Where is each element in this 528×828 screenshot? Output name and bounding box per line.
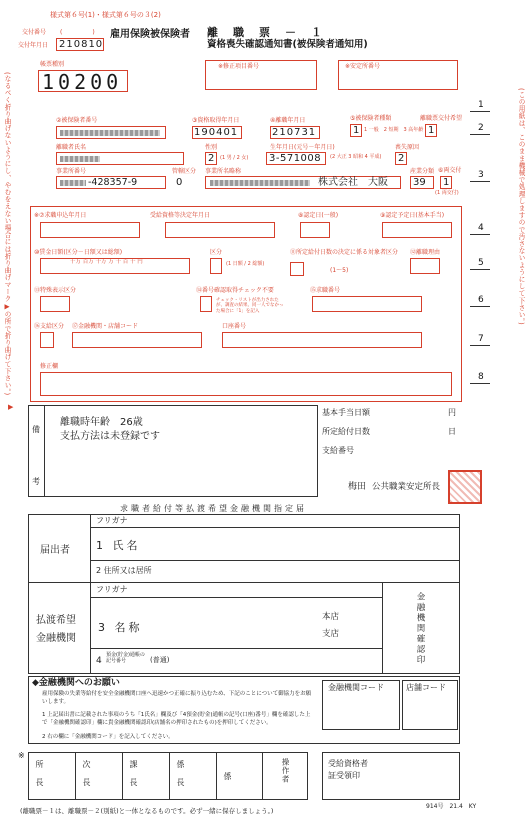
bank-name-label: 3 名称	[98, 621, 143, 634]
stamp-section-chief: 課長	[129, 760, 138, 796]
insured-type-options: 1 一般 2 短期 3 高年齢	[364, 127, 424, 133]
wage-units: 千万 百万 十万 万 千 百 十 円	[70, 259, 143, 265]
wage-kind-options: (1 日額 / 2 総額)	[226, 261, 265, 267]
sex-label: 性別	[205, 144, 218, 151]
leave-date-value: 210731	[272, 127, 317, 138]
cert-plan-label: ⑨認定予定日(基本手当)	[380, 212, 445, 219]
daily-amount-unit: 円	[448, 408, 456, 417]
bank-form-frame	[28, 514, 460, 674]
head-office: 本店	[322, 612, 340, 622]
stamp-deputy: 次長	[82, 760, 91, 796]
number-check-label: ⑭番号確認取得チェック不要	[196, 287, 274, 294]
right-side-note: (この用紙は、このまま機械で処理しますので汚さないようにして下さい。)	[517, 88, 525, 326]
account-row-no: 4	[96, 656, 102, 666]
wage-box	[40, 258, 190, 274]
request-body-3: 2 右の欄に「金融機関コード」を記入してください。	[42, 734, 174, 740]
job-no-box	[312, 296, 422, 312]
acquire-date-label: ③資格取得年月日	[192, 117, 240, 124]
loss-reason-value: 2	[398, 153, 405, 164]
issue-date-value: 210810	[59, 39, 104, 50]
remarks-label-top: 備	[32, 425, 40, 434]
benefit-days-unit: 日	[448, 427, 456, 436]
job-apply-date-label: ※⑦求職申込年月日	[34, 212, 87, 219]
cert-day-label: ⑧認定日(一般)	[298, 212, 339, 219]
birth-value: 3-571008	[269, 153, 322, 164]
cert-plan-box	[382, 222, 452, 238]
wage-kind-label: 区分	[210, 249, 223, 256]
double-label: ⑥両交付	[438, 167, 462, 174]
furigana-2: フリガナ	[96, 585, 128, 594]
sex-options: (1 男 / 2 女)	[220, 155, 249, 161]
qualification-date-box	[165, 222, 275, 238]
benefit-days-box	[290, 262, 304, 276]
account-no-label: 口座番号	[222, 323, 247, 330]
applicant-label: 届出者	[40, 545, 70, 556]
insured-no-label: ②被保険者番号	[56, 117, 98, 124]
number-check-box	[200, 296, 212, 312]
loss-reason-label: 喪失原因	[395, 144, 420, 151]
form-subtitle: 資格喪失確認通知書(被保険者通知用)	[207, 39, 368, 50]
issue-no-value: ( )	[60, 29, 95, 36]
correction-field-box	[40, 372, 452, 396]
stability-label: ※安定所番号	[345, 63, 381, 70]
qualification-date-label: 受給資格等決定年月日	[150, 212, 211, 219]
correction-label: ※修正項目番号	[218, 63, 260, 70]
form-code: 914号 21.4 KY	[426, 803, 477, 810]
pay-kind-box	[40, 332, 54, 348]
issue-no-label: 交付番号	[22, 29, 47, 36]
furigana-1: フリガナ	[96, 516, 128, 525]
pay-label-1: 払渡希望	[36, 615, 76, 626]
chief-name: 梅田	[348, 482, 367, 492]
office-no-visible: -428357-9	[88, 177, 138, 188]
name-redacted	[60, 156, 100, 162]
leave-reason-box	[410, 258, 440, 274]
fold-mark-5: 5	[478, 258, 484, 268]
remarks-age: 離職時年齢 26歳	[60, 417, 143, 428]
bank-form-title: 求職者給付等払渡希望金融機関指定届	[120, 504, 307, 513]
wage-label: ⑩賃金日額(区分－日額又は総額)	[34, 249, 123, 256]
job-no-label: ⑮求職番号	[310, 287, 341, 294]
form-type-value: 10200	[42, 70, 123, 94]
pay-number-label: 支給番号	[322, 446, 354, 455]
sex-value: 2	[208, 153, 215, 164]
remarks-payment: 支払方法は未登録です	[60, 431, 160, 442]
reissue-label: 離職票交付希望	[420, 115, 463, 122]
branch-code-label: 店舗コード	[406, 683, 446, 692]
request-body-2: 1 上記届出書に記載された事項のうち「1氏名」欄及び「4預金(貯金)通帳の記号(口座)番号」欄を確認した上で「金融機関確認印」欄に貴金融機関確認印(店舗名の押印されたもの)を押印してください。	[42, 712, 311, 726]
account-no-box	[222, 332, 422, 348]
request-title: ◆金融機関へのお願い	[32, 678, 120, 688]
benefit-days-range: (1～5)	[330, 267, 349, 274]
job-apply-date-box	[40, 222, 140, 238]
stamp-unit-chief: 係長	[176, 760, 185, 796]
issue-date-label: 交付年月日	[18, 42, 49, 49]
form-title: 離 職 票 － １	[207, 26, 324, 39]
pay-label-2: 金融機関	[36, 633, 76, 644]
fold-mark-6: 6	[478, 295, 484, 305]
fold-mark-7: 7	[478, 334, 484, 344]
fold-mark-3: 3	[478, 170, 484, 180]
birth-label: 生年月日(元号－年月日)	[270, 144, 335, 151]
leave-reason-label: ⑫離職理由	[410, 249, 441, 256]
bank-code-label: 金融機関コード	[328, 683, 384, 692]
mgmt-value: 0	[176, 177, 183, 188]
name-row-label: 1 氏名	[96, 539, 141, 552]
title-insured: 雇用保険被保険者	[110, 29, 190, 40]
branch-office: 支店	[322, 629, 340, 639]
chief-title: 公共職業安定所長	[372, 482, 441, 492]
number-check-note: チェック・リストが出力されたが、調査の結果、同一人でなかった場合に「1」を記入	[216, 298, 284, 314]
industry-label: 産業分類	[410, 168, 435, 175]
daily-amount-label: 基本手当日額	[322, 408, 370, 417]
office-seal	[448, 470, 482, 504]
address-row-label: 2 住所又は居所	[96, 566, 152, 575]
benefit-days-label: ⑪所定給付日数の決定に係る対象者区分	[290, 249, 399, 256]
stamp-operator: 操作者	[281, 758, 290, 784]
double-option: (1 両交付)	[435, 190, 459, 196]
insured-type-value: 1	[353, 125, 360, 136]
special-label: ⑬特殊表示区分	[34, 287, 77, 294]
insured-type-label: ⑤被保険者種類	[350, 115, 392, 122]
office-name-value: 株式会社 大阪	[318, 177, 388, 188]
stamp-row	[28, 752, 308, 800]
pay-kind-label: ⑯支給区分	[34, 323, 65, 330]
reissue-value: 1	[428, 125, 435, 136]
leave-date-label: ④離職年月日	[270, 117, 306, 124]
fold-mark-left: ▶	[8, 403, 14, 411]
fold-mark-4: 4	[478, 223, 484, 233]
account-type: (普通)	[150, 656, 170, 664]
mgmt-label: 管轄区分	[172, 168, 197, 175]
fold-mark-2: 2	[478, 123, 484, 133]
bank-store-code-box	[72, 332, 202, 348]
left-side-note: (なるべく折り曲げないようにし、やむをえない場合には折り曲げマーク▶の所で折り曲げて下さい。)	[3, 72, 11, 396]
form-number: 様式第６号(1)・様式第６号の３(2)	[50, 11, 161, 19]
name-label: 離職者氏名	[56, 144, 87, 151]
office-name-label: 事業所名略称	[205, 168, 242, 175]
fold-mark-1: 1	[478, 100, 484, 110]
office-no-label: 事業所番号	[56, 168, 87, 175]
industry-value: 39	[413, 177, 426, 188]
receipt-seal-label: 受給資格者証受領印	[328, 759, 368, 780]
stamp-staff: 係	[223, 772, 232, 782]
wage-kind-box	[210, 258, 222, 274]
form-type-label: 帳票種別	[40, 61, 65, 68]
acquire-date-value: 190401	[194, 127, 239, 138]
request-body-1: 雇用保険の失業等給付を安全金融機関口座へ迅速かつ正確に振り込むため、下記のことについて御協力をお願いします。	[42, 691, 312, 705]
stamp-director: 所長	[35, 760, 44, 796]
remarks-label-bottom: 考	[32, 477, 40, 486]
footer-star: ※	[18, 751, 25, 760]
bank-confirm-seal-label: 金融機関確認印	[415, 592, 425, 666]
birth-options: (2 大正 3 昭和 4 平成)	[330, 154, 382, 160]
double-value: 1	[443, 177, 450, 188]
footer-note: (離職票－１は、離職票－２(別紙)と一体となるものです。必ず一緒に保存しましょう。)	[20, 807, 274, 815]
correction-field-label: 修正欄	[40, 363, 59, 370]
insured-no-redacted	[60, 130, 160, 136]
special-box	[40, 296, 70, 312]
fold-mark-8: 8	[478, 372, 484, 382]
cert-day-box	[300, 222, 330, 238]
account-row-label: 預金(貯金)通帳の記号番号	[106, 652, 145, 664]
benefit-days-row-label: 所定給付日数	[322, 427, 370, 436]
bank-store-code-label: ⑰金融機関・店舗コード	[72, 323, 139, 330]
office-name-redacted	[210, 180, 310, 186]
